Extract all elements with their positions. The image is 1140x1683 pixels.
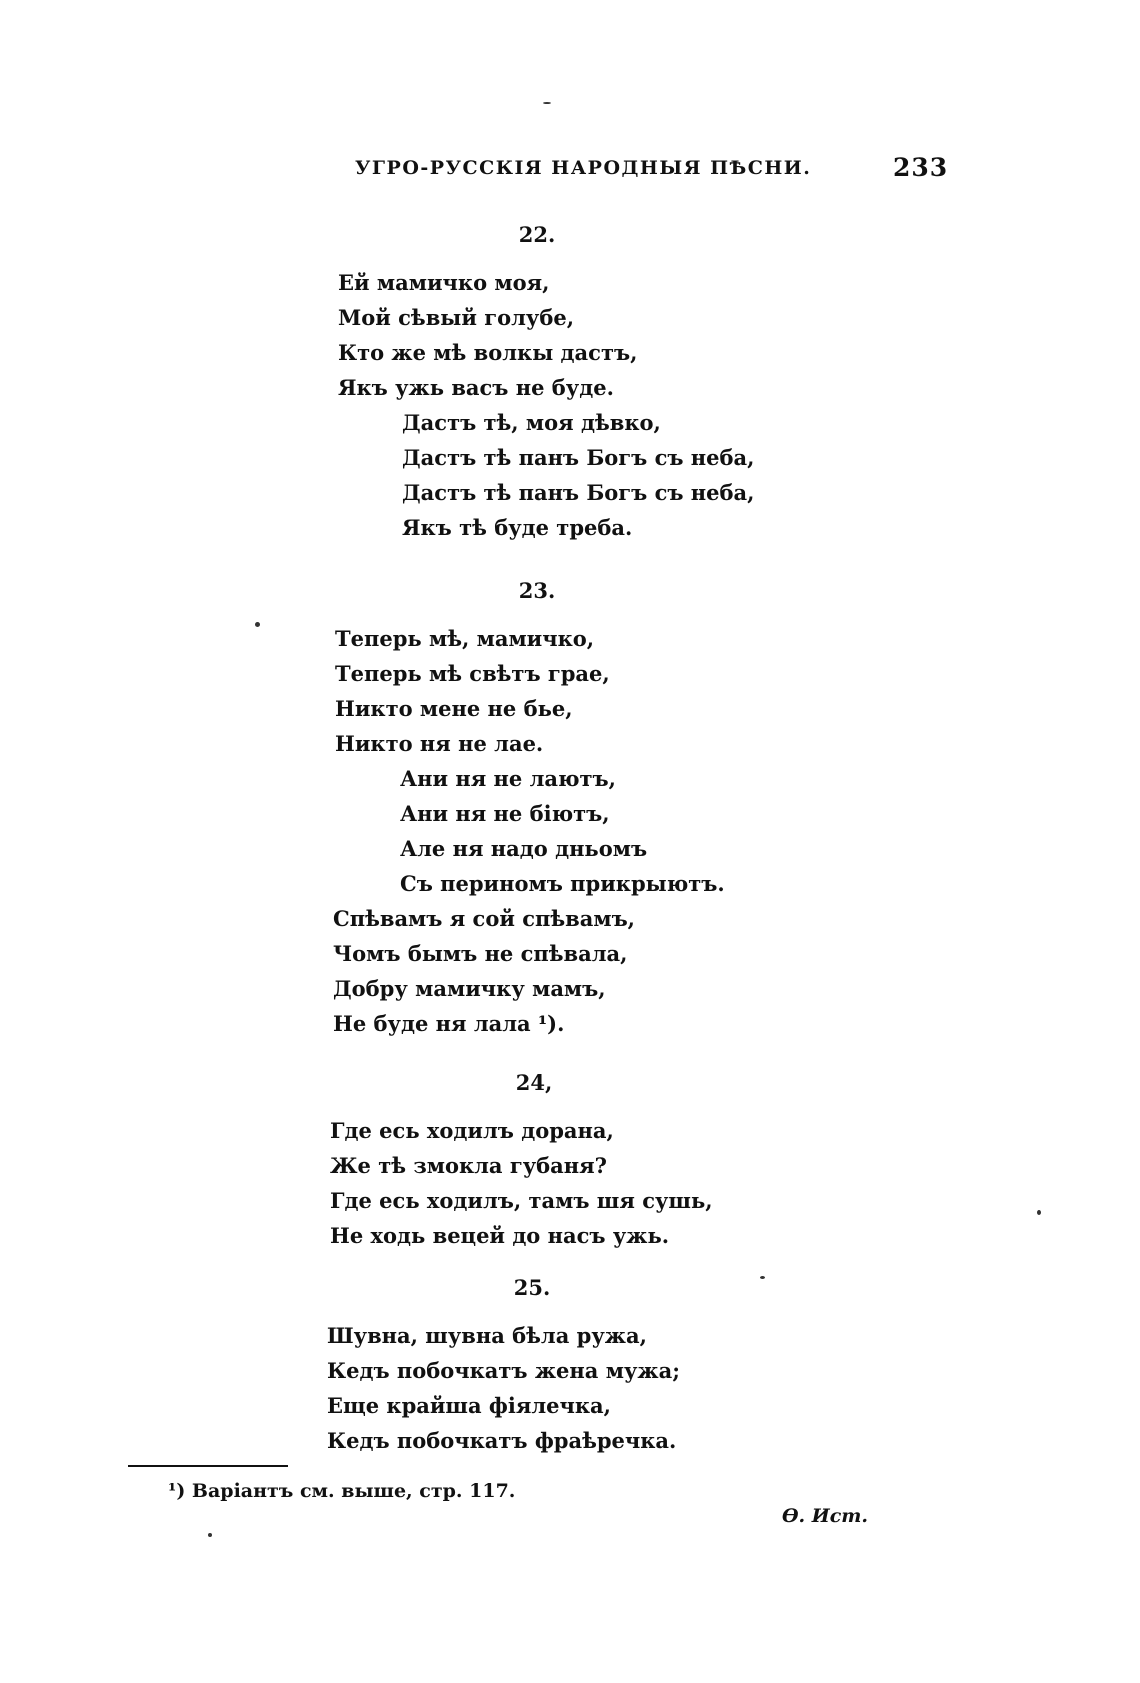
verse-line: Спѣвамъ я сой спѣвамъ,	[333, 906, 635, 931]
verse-line: Якъ тѣ буде треба.	[402, 515, 633, 540]
footnote: ¹) Варіантъ см. выше, стр. 117.	[168, 1480, 516, 1502]
verse-line: Дастъ тѣ панъ Богъ съ неба,	[402, 445, 755, 470]
verse-line: Теперь мѣ, мамичко,	[335, 626, 595, 651]
verse-line: Але ня надо дньомъ	[400, 836, 648, 861]
verse-line: Мой сѣвый голубе,	[338, 305, 575, 330]
scan-speck	[1037, 1210, 1041, 1215]
song-number: 23.	[518, 578, 556, 603]
verse-line: Кедъ побочкатъ жена мужа;	[327, 1358, 680, 1383]
song-number: 22.	[518, 222, 556, 247]
verse-line: Никто мене не бье,	[335, 696, 573, 721]
running-title: УГРО-РУССКІЯ НАРОДНЫЯ ПѢСНИ.	[355, 157, 812, 179]
verse-line: Где есь ходилъ, тамъ шя сушь,	[330, 1188, 713, 1213]
verse-line: Где есь ходилъ дорана,	[330, 1118, 614, 1143]
verse-line: Ей мамичко моя,	[338, 270, 550, 295]
scan-speck	[208, 1533, 212, 1537]
verse-line: Еще крайша фіялечка,	[327, 1393, 611, 1418]
verse-line: Теперь мѣ свѣтъ грае,	[335, 661, 610, 686]
verse-line: Ани ня не лаютъ,	[400, 766, 616, 791]
verse-line: Ани ня не біютъ,	[400, 801, 610, 826]
verse-line: Никто ня не лае.	[335, 731, 544, 756]
footnote-divider	[128, 1465, 288, 1467]
collector-signature: Ѳ. Ист.	[782, 1505, 869, 1527]
verse-line: Же тѣ змокла губаня?	[330, 1153, 607, 1178]
scan-speck	[255, 622, 260, 627]
verse-line: Не буде ня лала ¹).	[333, 1011, 565, 1036]
verse-line: Кто же мѣ волкы дастъ,	[338, 340, 638, 365]
scan-speck	[543, 102, 551, 104]
verse-line: Дастъ тѣ панъ Богъ съ неба,	[402, 480, 755, 505]
verse-line: Не ходь вецей до насъ ужь.	[330, 1223, 670, 1248]
page-number: 233	[893, 153, 949, 182]
verse-line: Кедъ побочкатъ фраѣречка.	[327, 1428, 677, 1453]
song-number: 24,	[515, 1070, 553, 1095]
verse-line: Съ периномъ прикрыютъ.	[400, 871, 725, 896]
scan-speck	[760, 1276, 765, 1279]
verse-line: Чомъ бымъ не спѣвала,	[333, 941, 628, 966]
song-number: 25.	[513, 1275, 551, 1300]
verse-line: Шувна, шувна бѣла ружа,	[327, 1323, 647, 1348]
verse-line: Добру мамичку мамъ,	[333, 976, 606, 1001]
verse-line: Дастъ тѣ, моя дѣвко,	[402, 410, 661, 435]
verse-line: Якъ ужь васъ не буде.	[338, 375, 614, 400]
